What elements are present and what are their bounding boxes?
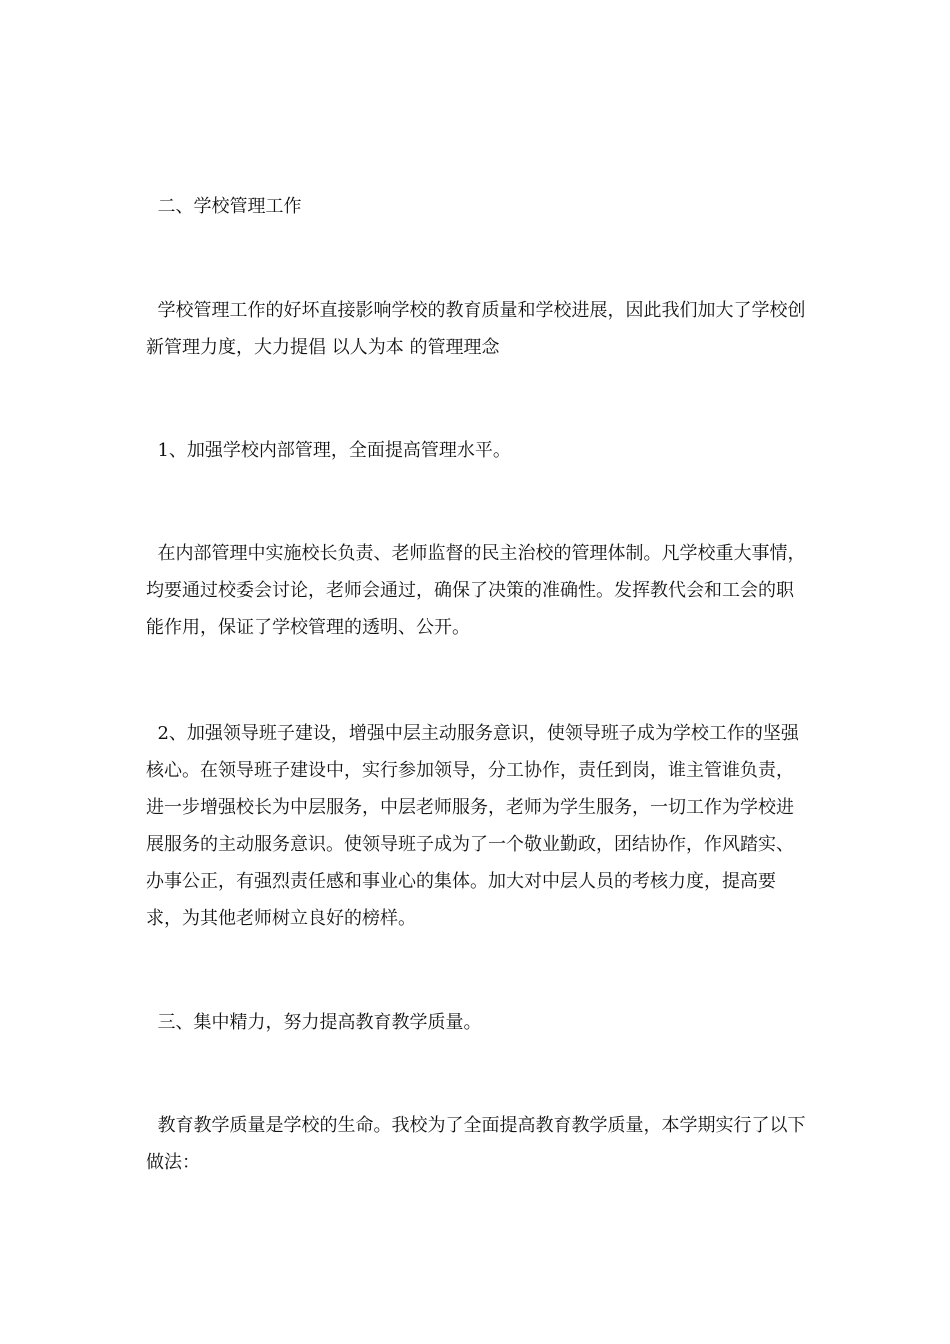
paragraph-management-intro: 学校管理工作的好坏直接影响学校的教育质量和学校进展，因此我们加大了学校创新管理力度，大力提倡 以人为本 的管理理念	[146, 300, 806, 358]
section-heading-teaching-quality: 三、集中精力，努力提高教育教学质量。	[146, 1012, 482, 1033]
paragraph-leadership-building: 2、加强领导班子建设，增强中层主动服务意识，使领导班子成为学校工作的坚强核心。在领导班子建设中，实行参加领导，分工协作，责任到岗，谁主管谁负责，进一步增强校长为中层服务，中层老师服务，老师为学生服务，一切工作为学校进展服务的主动服务意识。使领导班子成为了一个敬业勤政，团结协作，作风踏实、办事公正，有强烈责任感和事业心的集体。加大对中层人员的考核力度，提高要求，为其他老师树立良好的榜样。	[146, 723, 799, 929]
paragraph-internal-management: 在内部管理中实施校长负责、老师监督的民主治校的管理体制。凡学校重大事情，均要通过校委会讨论，老师会通过，确保了决策的准确性。发挥教代会和工会的职能作用，保证了学校管理的透明、公开。	[146, 543, 806, 638]
subheading-internal-management: 1、加强学校内部管理，全面提高管理水平。	[146, 440, 511, 461]
section-heading-school-management: 二、学校管理工作	[146, 196, 302, 217]
paragraph-teaching-quality: 教育教学质量是学校的生命。我校为了全面提高教育教学质量，本学期实行了以下做法：	[146, 1115, 806, 1173]
